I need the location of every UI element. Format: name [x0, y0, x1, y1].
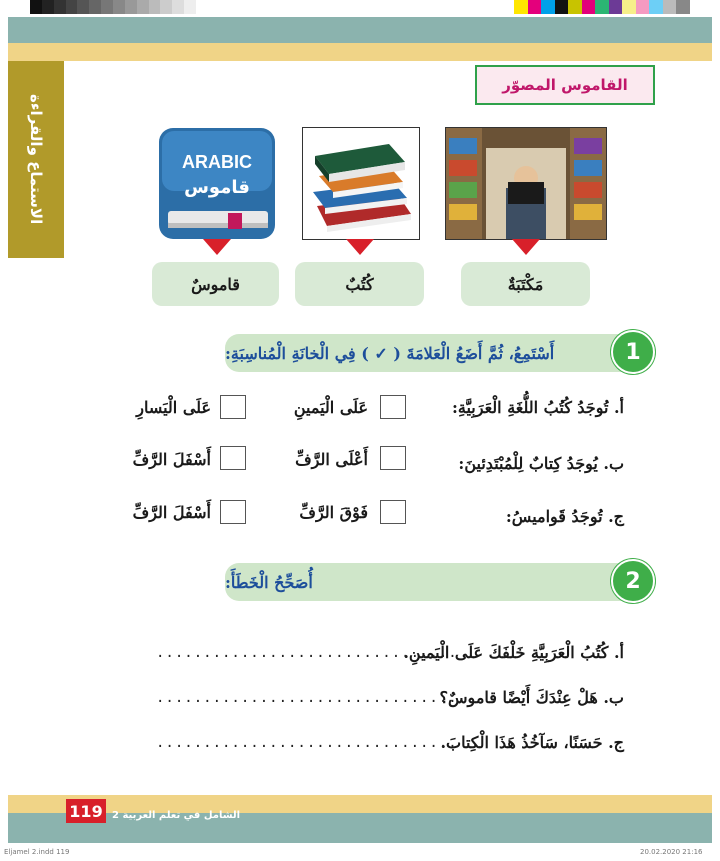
- dictionary-image: [158, 127, 276, 240]
- books-pointer: [346, 239, 374, 255]
- exercise2-sentence-c: ج. حَسَنًا، سَآخُذُ هَذَا الْكِتابَ.: [440, 733, 624, 752]
- exercise1-a-option2-label: عَلَى الْيَسارِ: [136, 398, 211, 417]
- word-books: كُتُبٌ: [295, 262, 424, 306]
- exercise1-a-option2-checkbox[interactable]: [220, 395, 246, 419]
- exercise2-sentence-a: أ. كُتُبُ الْعَرَبِيَّةِ خَلْفَكَ عَلَى الْيَمينِ.: [403, 643, 624, 662]
- exercise1-number: 1: [611, 330, 655, 374]
- exercise1-b-option1-label: أَعْلَى الرَّفِّ: [295, 450, 368, 469]
- exercise1-question-c: ج. تُوجَدُ قَواميسُ:: [505, 507, 624, 526]
- printer-grayscale-bar: [30, 0, 208, 14]
- exercise2-number: 2: [611, 559, 655, 603]
- book-title: الشامل في تعلم العربية 2: [112, 810, 241, 821]
- exercise1-b-option2-label: أَسْفَلَ الرَّفِّ: [132, 450, 211, 469]
- library-image: [445, 127, 607, 240]
- print-slug-date: 20.02.2020 21:16: [640, 848, 703, 856]
- exercise1-question-a: أ. تُوجَدُ كُتُبُ اللُّغَةِ الْعَرَبِيَّةِ:: [451, 398, 624, 417]
- exercise2-sentence-b: ب. هَلْ عِنْدَكَ أَيْضًا قاموسٌ؟: [439, 688, 624, 707]
- word-library: مَكْتَبَةٌ: [461, 262, 590, 306]
- exercise1-c-option2-checkbox[interactable]: [220, 500, 246, 524]
- page-number: 119: [66, 799, 106, 823]
- printer-color-bar: [514, 0, 690, 14]
- books-image: [302, 127, 420, 240]
- exercise1-b-option1-checkbox[interactable]: [380, 446, 406, 470]
- dictionary-pointer: [203, 239, 231, 255]
- dictionary-cover-arabic: قاموس: [184, 177, 250, 198]
- exercise2-answer-line-b[interactable]: ................................: [156, 690, 458, 706]
- exercise1-c-option1-label: فَوْقَ الرَّفِّ: [299, 503, 368, 522]
- library-pointer: [512, 239, 540, 255]
- picture-dictionary-title: القاموس المصوّر: [475, 65, 655, 105]
- exercise2-instruction: أُصَحِّحُ الْخَطَأَ:: [225, 563, 630, 601]
- word-dictionary: قاموسٌ: [152, 262, 279, 306]
- exercise2-answer-line-c[interactable]: ................................: [156, 735, 458, 751]
- exercise1-instruction: أَسْتَمِعُ، ثُمَّ أَضَعُ الْعَلامَةَ ( ✓ ) فِي الْخانَةِ الْمُناسِبَةِ:: [225, 334, 630, 372]
- dictionary-cover-english: ARABIC: [182, 152, 252, 172]
- exercise1-question-b: ب. يُوجَدُ كِتابٌ لِلْمُبْتَدِئينَ:: [458, 454, 624, 473]
- exercise1-c-option1-checkbox[interactable]: [380, 500, 406, 524]
- exercise1-c-option2-label: أَسْفَلَ الرَّفِّ: [132, 503, 211, 522]
- header-yellow-strip: [8, 43, 712, 61]
- exercise1-a-option1-checkbox[interactable]: [380, 395, 406, 419]
- header-band: [8, 17, 712, 43]
- print-slug-file: Eljamel 2.indd 119: [4, 848, 70, 856]
- side-tab-label: الاستماع والقراءة: [27, 94, 45, 225]
- exercise2-answer-line-a[interactable]: ................................: [156, 645, 458, 661]
- exercise1-b-option2-checkbox[interactable]: [220, 446, 246, 470]
- exercise1-a-option1-label: عَلَى الْيَمينِ: [293, 398, 368, 417]
